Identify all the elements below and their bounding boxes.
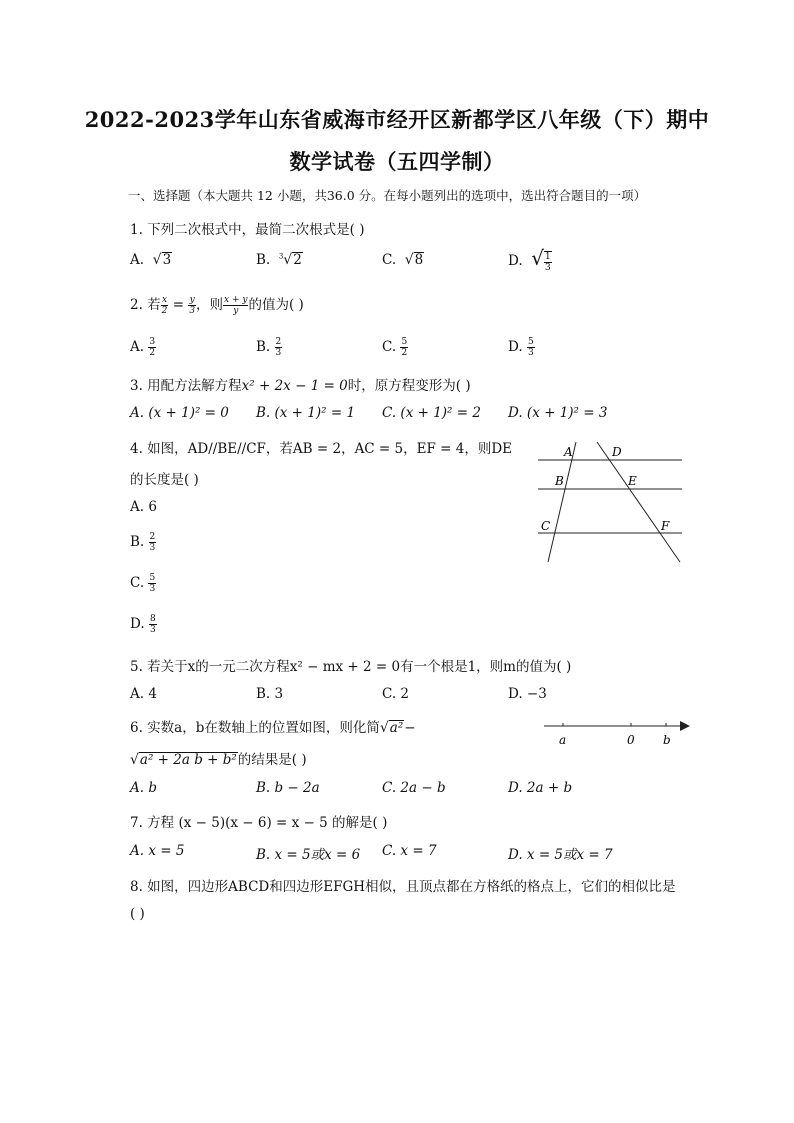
q6-stem-line-2: √a² + 2a b + b²的结果是( ) — [130, 752, 307, 768]
label-A: A — [564, 445, 573, 459]
q4-option-c: C. $\frac{5}{3}$ — [130, 573, 156, 594]
q4-option-b: B. $\frac{2}{3}$ — [130, 532, 156, 553]
label-F: F — [661, 519, 670, 533]
q3-option-a: A. (x + 1)² = 0 — [130, 405, 229, 421]
q4-stem-line-1: 4. 如图，AD//BE//CF，若AB = 2，AC = 5，EF = 4，则DE — [130, 441, 513, 457]
label-E: E — [628, 474, 637, 488]
q6-number-line — [540, 716, 695, 750]
q2-option-a: A. $\frac{3}{2}$ — [130, 337, 156, 358]
q6-option-a: A. b — [130, 780, 157, 796]
q6-stem-line-1: 6. 实数a，b在数轴上的位置如图，则化简√a²− — [130, 720, 416, 736]
q8-stem-line-2: ( ) — [130, 906, 145, 922]
q4-parallel-lines-figure — [530, 438, 690, 568]
q2-option-b: B. $\frac{2}{3}$ — [256, 337, 282, 358]
q1-option-a: A. √3 — [130, 252, 172, 268]
q5-option-d: D. −3 — [508, 686, 547, 702]
q3-option-b: B. (x + 1)² = 1 — [256, 405, 356, 421]
q1-option-c: C. √8 — [382, 252, 424, 268]
q1-stem: 1. 下列二次根式中，最简二次根式是( ) — [130, 222, 365, 238]
label-C: C — [541, 519, 551, 533]
q6-option-c: C. 2a − b — [382, 780, 446, 796]
label-zero: 0 — [627, 733, 635, 747]
label-b: b — [663, 733, 671, 747]
title-line-1: 2022-2023学年山东省威海市经开区新都学区八年级（下）期中 — [84, 107, 710, 132]
q7-option-a: A. x = 5 — [130, 843, 185, 859]
q7-option-c: C. x = 7 — [382, 843, 437, 859]
q6-option-d: D. 2a + b — [508, 780, 573, 796]
q6-option-b: B. b − 2a — [256, 780, 320, 796]
q7-stem: 7. 方程 (x − 5)(x − 6) = x − 5 的解是( ) — [130, 815, 388, 831]
q7-option-d: D. x = 5或x = 7 — [508, 847, 613, 863]
axis-arrow-icon — [680, 721, 690, 731]
q8-stem-line-1: 8. 如图，四边形ABCD和四边形EFGH相似，且顶点都在方格纸的格点上，它们的相似比是 — [130, 879, 676, 895]
label-a: a — [559, 733, 567, 747]
q5-option-a: A. 4 — [130, 686, 157, 702]
q4-option-d: D. $\frac{8}{3}$ — [130, 614, 156, 635]
q4-stem-line-2: 的长度是( ) — [130, 472, 199, 488]
q5-stem: 5. 若关于x的一元二次方程x² − mx + 2 = 0有一个根是1，则m的值为( ) — [130, 659, 572, 675]
q1-option-d: D. √ $\frac{1}{3}$ — [508, 246, 551, 273]
label-B: B — [555, 474, 564, 488]
q7-option-b: B. x = 5或x = 6 — [256, 847, 361, 863]
label-D: D — [612, 445, 622, 459]
q2-option-d: D. $\frac{5}{3}$ — [508, 337, 534, 358]
q2-option-c: C. $\frac{5}{2}$ — [382, 337, 408, 358]
q3-option-d: D. (x + 1)² = 3 — [508, 405, 608, 421]
q4-option-a: A. 6 — [130, 499, 157, 515]
q5-option-b: B. 3 — [256, 686, 284, 702]
q1-option-b: B. $^3$√2 — [256, 252, 302, 268]
q5-option-c: C. 2 — [382, 686, 410, 702]
section-heading: 一、选择题（本大题共 12 小题，共36.0 分。在每小题列出的选项中，选出符合题目的一项） — [128, 188, 647, 203]
q3-stem: 3. 用配方法解方程x² + 2x − 1 = 0时，原方程变形为( ) — [130, 378, 471, 394]
q3-option-c: C. (x + 1)² = 2 — [382, 405, 481, 421]
title-line-2: 数学试卷（五四学制） — [289, 149, 505, 174]
q2-stem: 2. 若 $\frac{x}{2}$ = $\frac{y}{3}$ ，则 $\frac{x + y}{y}$ 的值为( ) — [130, 295, 304, 316]
